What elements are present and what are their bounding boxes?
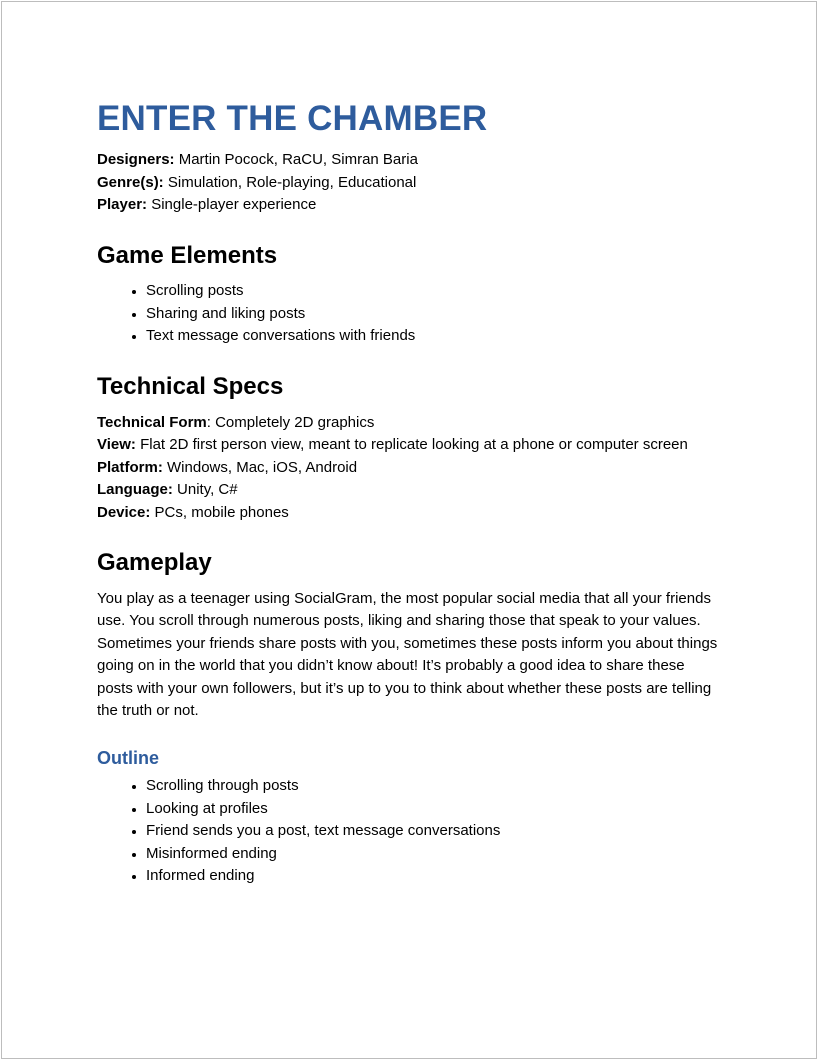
spec-value: Unity, C# bbox=[177, 481, 238, 499]
spec-label: Device: bbox=[97, 503, 151, 521]
meta-player-value: Single-player experience bbox=[151, 196, 317, 213]
meta-genres bbox=[97, 172, 722, 195]
list-item: • Friend sends you a post, text message conversations bbox=[146, 820, 722, 843]
list-item: • Looking at profiles bbox=[146, 798, 722, 821]
meta-designers bbox=[97, 149, 722, 172]
spec-value: PCs, mobile phones bbox=[154, 503, 289, 521]
doc-title: ENTER THE CHAMBER bbox=[97, 99, 488, 138]
list-item: • Text message conversations with friends bbox=[146, 325, 722, 348]
game-elements-list bbox=[97, 280, 722, 348]
heading-technical-specs: Technical Specs bbox=[97, 372, 284, 400]
outline-list bbox=[97, 775, 722, 888]
document-page bbox=[1, 1, 817, 1059]
heading-outline: Outline bbox=[97, 747, 159, 768]
spec-value: Completely 2D graphics bbox=[215, 413, 375, 431]
spec-label: Platform: bbox=[97, 458, 163, 476]
meta-genres-value: Simulation, Role-playing, Educational bbox=[167, 173, 417, 191]
spec-device bbox=[97, 502, 722, 525]
list-item: • Sharing and liking posts bbox=[146, 303, 722, 326]
list-item: • Informed ending bbox=[146, 865, 722, 888]
spec-view bbox=[97, 434, 722, 457]
meta-genres-label: Genre(s): bbox=[97, 173, 164, 191]
spec-label: Language: bbox=[97, 481, 173, 499]
meta-player-label: Player: bbox=[97, 196, 148, 213]
spec-separator: : bbox=[206, 413, 216, 431]
spec-platform bbox=[97, 457, 722, 480]
heading-game-elements: Game Elements bbox=[97, 241, 278, 269]
list-item: • Misinformed ending bbox=[146, 843, 722, 866]
list-item: • Scrolling posts bbox=[146, 280, 722, 303]
meta-designers-label: Designers: bbox=[97, 151, 175, 168]
spec-value: Flat 2D first person view, meant to replicate looking at a phone or computer screen bbox=[140, 436, 688, 454]
spec-technical-form bbox=[97, 412, 722, 435]
meta-designers-value: Martin Pocock, RaCU, Simran Baria bbox=[178, 151, 418, 168]
meta-player bbox=[97, 194, 722, 217]
spec-language bbox=[97, 479, 722, 502]
gameplay-paragraph: You play as a teenager using SocialGram, the most popular social media that all your friends use. You scroll through numerous posts, liking and sharing those that speak to your values. Sometimes your friends share posts with you, sometimes these posts inform you about things going on in the world that you didn’t know about! It’s probably a good idea to share these posts with your own followers, but it’s up to you to think about whether these posts are telling the truth or not. bbox=[97, 589, 718, 720]
spec-label: View: bbox=[97, 436, 136, 454]
spec-label: Technical Form bbox=[97, 413, 207, 431]
list-item: • Scrolling through posts bbox=[146, 775, 722, 798]
spec-value: Windows, Mac, iOS, Android bbox=[167, 458, 358, 476]
heading-gameplay: Gameplay bbox=[97, 549, 212, 577]
